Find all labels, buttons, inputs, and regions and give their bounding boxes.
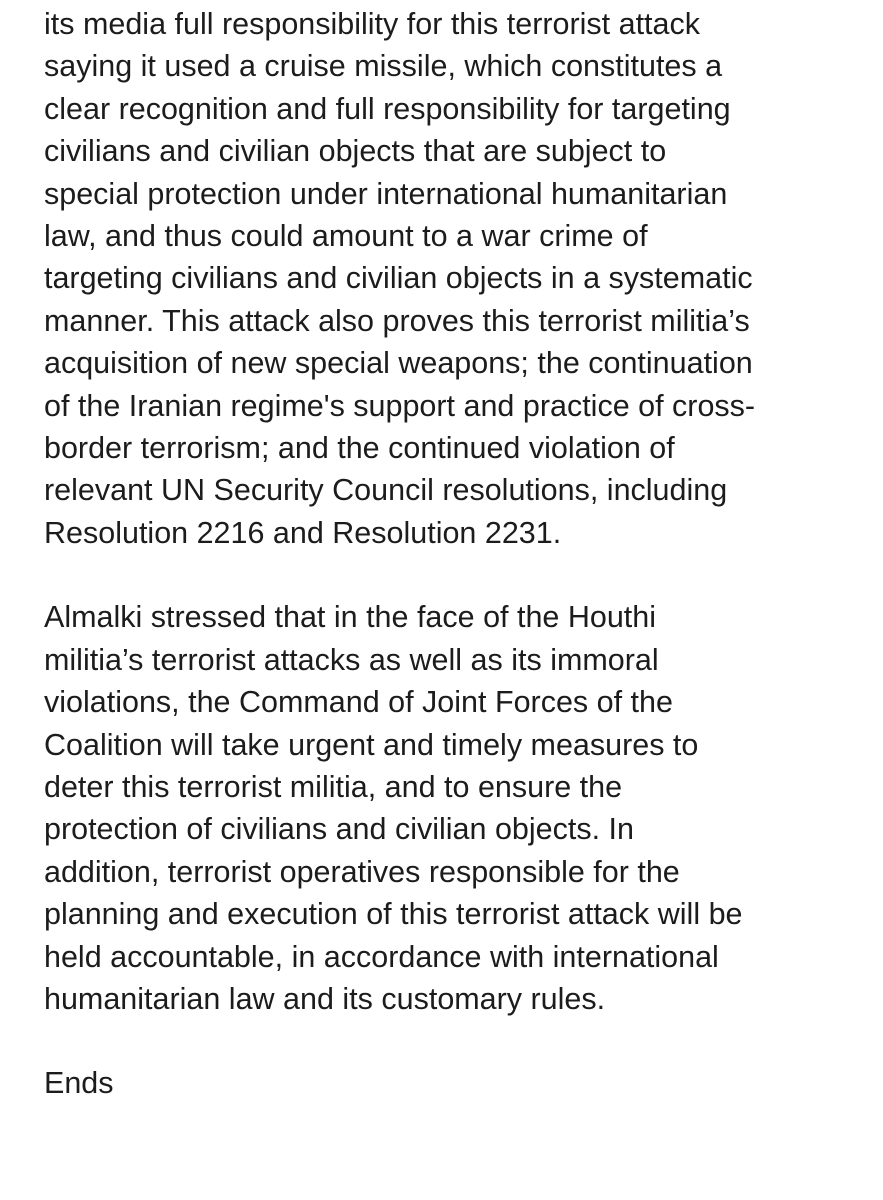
text-line: violations, the Command of Joint Forces of the <box>44 685 673 720</box>
text-line: planning and execution of this terrorist attack will be <box>44 897 743 932</box>
text-line: its media full responsibility for this terrorist attack <box>44 7 700 41</box>
paragraph-almalki-statement <box>44 596 874 1020</box>
text-line: civilians and civilian objects that are subject to <box>44 134 667 169</box>
text-line: humanitarian law and its customary rules. <box>44 981 606 1016</box>
text-line: addition, terrorist operatives responsible for the <box>44 854 680 889</box>
text-line: protection of civilians and civilian objects. In <box>44 812 634 847</box>
text-line: special protection under international humanitarian <box>44 176 728 211</box>
text-line: of the Iranian regime's support and practice of cross- <box>44 388 756 423</box>
paragraph-responsibility <box>44 0 874 554</box>
text-line: acquisition of new special weapons; the continuation <box>44 346 753 381</box>
paragraph-ends <box>44 1062 874 1104</box>
text-line: border terrorism; and the continued violation of <box>44 431 675 466</box>
text-line: clear recognition and full responsibility for targeting <box>44 91 731 126</box>
text-line: law, and thus could amount to a war crime of <box>44 219 648 254</box>
text-line: targeting civilians and civilian objects in a systematic <box>44 261 753 296</box>
text-line: deter this terrorist militia, and to ensure the <box>44 769 623 804</box>
text-line: saying it used a cruise missile, which constitutes a <box>44 49 723 84</box>
text-line: militia’s terrorist attacks as well as its immoral <box>44 642 659 677</box>
text-line: Coalition will take urgent and timely measures to <box>44 727 699 762</box>
text-line: held accountable, in accordance with international <box>44 939 719 974</box>
text-line: Almalki stressed that in the face of the Houthi <box>44 600 657 635</box>
ends-marker: Ends <box>44 1066 114 1101</box>
text-line: Resolution 2216 and Resolution 2231. <box>44 515 562 550</box>
text-line: relevant UN Security Council resolutions, including <box>44 473 728 508</box>
text-line: manner. This attack also proves this terrorist militia’s <box>44 303 750 338</box>
statement-document <box>44 0 874 1105</box>
